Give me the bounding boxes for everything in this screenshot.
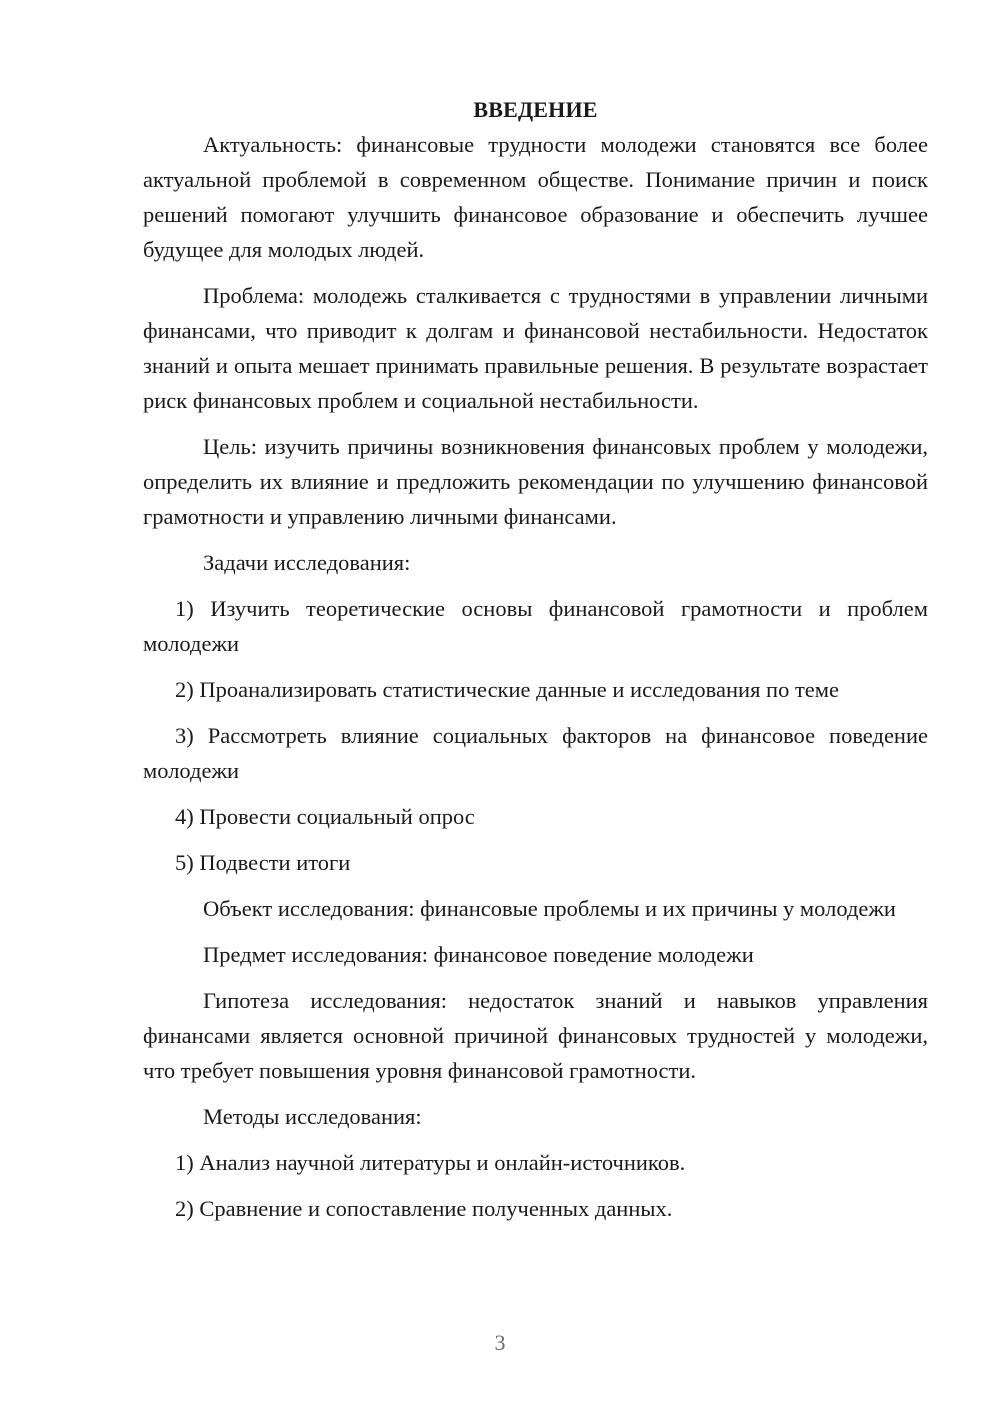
page-number: 3 [494,1330,506,1355]
section-title: ВВЕДЕНИЕ [473,97,598,122]
paragraph-subject: Предмет исследования: финансовое поведение молодежи [203,942,754,967]
paragraph-relevance: Актуальность: финансовые трудности молодежи становятся все более актуальной проблемой в современном обществе. Понимание причин и поиск решений помогают улучшить финансовое образование и обеспечить лучшее будущее для молодых людей. [143,132,928,262]
paragraph-hypothesis: Гипотеза исследования: недостаток знаний и навыков управления финансами является основной причиной финансовых трудностей у молодежи, что требует повышения уровня финансовой грамотности. [143,988,928,1083]
paragraph-tasks-heading: Задачи исследования: [203,550,411,575]
method-item-2: 2) Сравнение и сопоставление полученных данных. [175,1196,673,1221]
task-item-5: 5) Подвести итоги [175,850,351,875]
task-item-3: 3) Рассмотреть влияние социальных факторов на финансовое поведение молодежи [143,723,928,783]
document-page [143,92,928,1226]
paragraph-problem: Проблема: молодежь сталкивается с трудностями в управлении личными финансами, что приводит к долгам и финансовой нестабильности. Недостаток знаний и опыта мешает принимать правильные решения. В результате возрастает риск финансовых проблем и социальной нестабильности. [143,283,928,413]
task-item-1: 1) Изучить теоретические основы финансовой грамотности и проблем молодежи [143,596,928,656]
task-item-4: 4) Провести социальный опрос [175,804,475,829]
task-item-2: 2) Проанализировать статистические данные и исследования по теме [175,677,840,702]
paragraph-object: Объект исследования: финансовые проблемы и их причины у молодежи [203,896,896,921]
method-item-1: 1) Анализ научной литературы и онлайн-источников. [175,1150,686,1175]
paragraph-methods-heading: Методы исследования: [203,1104,422,1129]
paragraph-goal: Цель: изучить причины возникновения финансовых проблем у молодежи, определить их влияние и предложить рекомендации по улучшению финансовой грамотности и управлению личными финансами. [143,434,928,529]
